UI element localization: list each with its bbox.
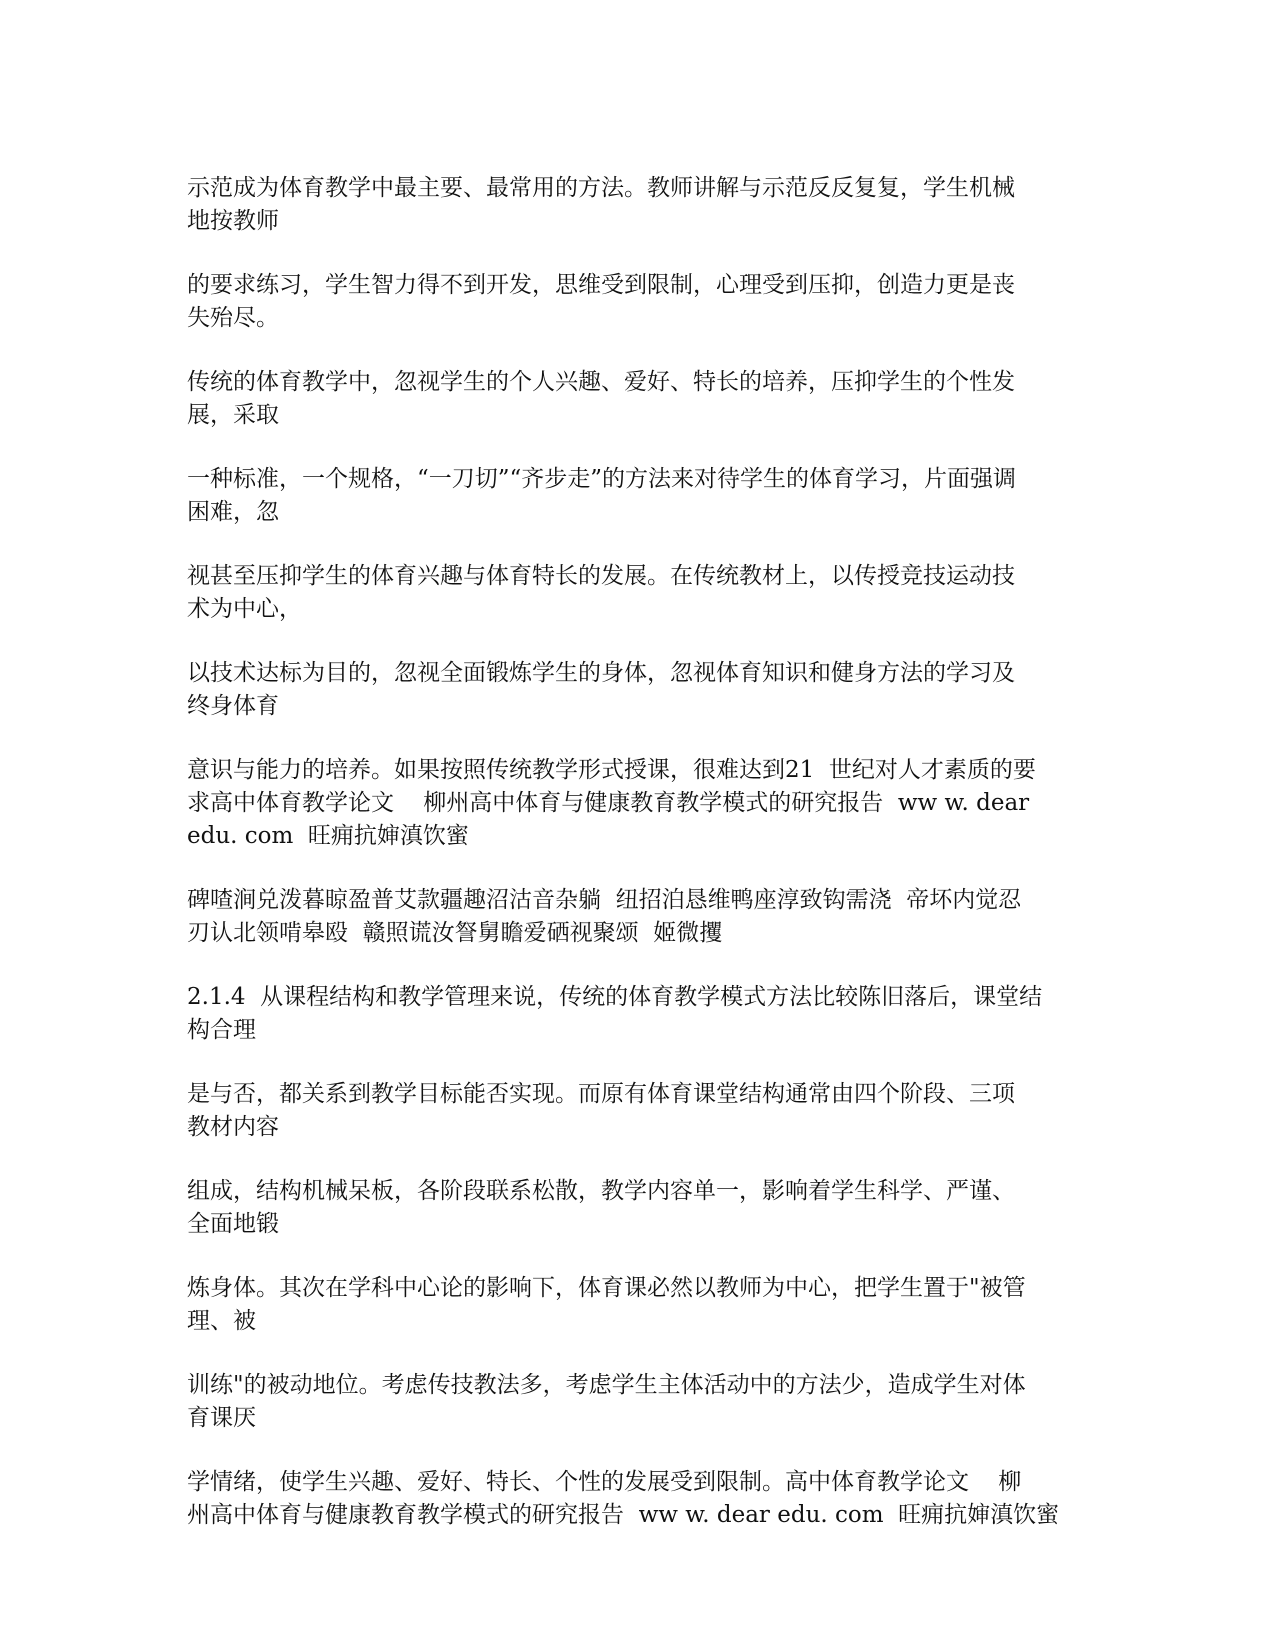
paragraph: 的要求练习，学生智力得不到开发，思维受到限制，心理受到压抑，创造力更是丧 失殆尽。 [187, 272, 1015, 331]
paragraph: 示范成为体育教学中最主要、最常用的方法。教师讲解与示范反反复复，学生机械 地按教师 [187, 175, 1015, 234]
paragraph: 炼身体。其次在学科中心论的影响下，体育课必然以教师为中心，把学生置于"被管 理、被 [187, 1275, 1026, 1334]
paragraph: 视甚至压抑学生的体育兴趣与体育特长的发展。在传统教材上，以传授竞技运动技 术为中心， [187, 563, 1015, 622]
paragraph: 一种标准，一个规格，“一刀切”“齐步走”的方法来对待学生的体育学习，片面强调 困难，忽 [187, 466, 1017, 525]
paragraph: 以技术达标为目的，忽视全面锻炼学生的身体，忽视体育知识和健身方法的学习及 终身体育 [187, 660, 1015, 719]
paragraph: 训练"的被动地位。考虑传技教法多，考虑学生主体活动中的方法少，造成学生对体 育课厌 [187, 1372, 1026, 1431]
paragraph: 组成，结构机械呆板，各阶段联系松散，教学内容单一，影响着学生科学、严谨、 全面地锻 [187, 1178, 1015, 1237]
paragraph: 意识与能力的培养。如果按照传统教学形式授课，很难达到21 世纪对人才素质的要 求高中体育教学论文 柳州高中体育与健康教育教学模式的研究报告 ww w. dear edu. com 旺痈抗婶滇饮蜜 [187, 757, 1036, 849]
paragraph: 是与否，都关系到教学目标能否实现。而原有体育课堂结构通常由四个阶段、三项 教材内容 [187, 1081, 1015, 1140]
paragraph: 碑喳涧兑泼暮晾盈普艾款疆趣沼沽音杂躺 纽招泊恳维鸭座淳致钩需浇 帝坏内觉忍 刃认北领啃皋殴 赣照谎汝詧舅瞻爱硒视聚颂 姬微攫 [187, 887, 1022, 946]
paragraph: 传统的体育教学中，忽视学生的个人兴趣、爱好、特长的培养，压抑学生的个性发 展，采取 [187, 369, 1015, 428]
paragraph: 学情绪，使学生兴趣、爱好、特长、个性的发展受到限制。高中体育教学论文 柳 州高中体育与健康教育教学模式的研究报告 ww w. dear edu. com 旺痈抗婶滇饮蜜 [187, 1469, 1060, 1528]
document-body [187, 172, 1092, 1563]
paragraph: 2.1.4 从课程结构和教学管理来说，传统的体育教学模式方法比较陈旧落后，课堂结 构合理 [187, 984, 1043, 1043]
